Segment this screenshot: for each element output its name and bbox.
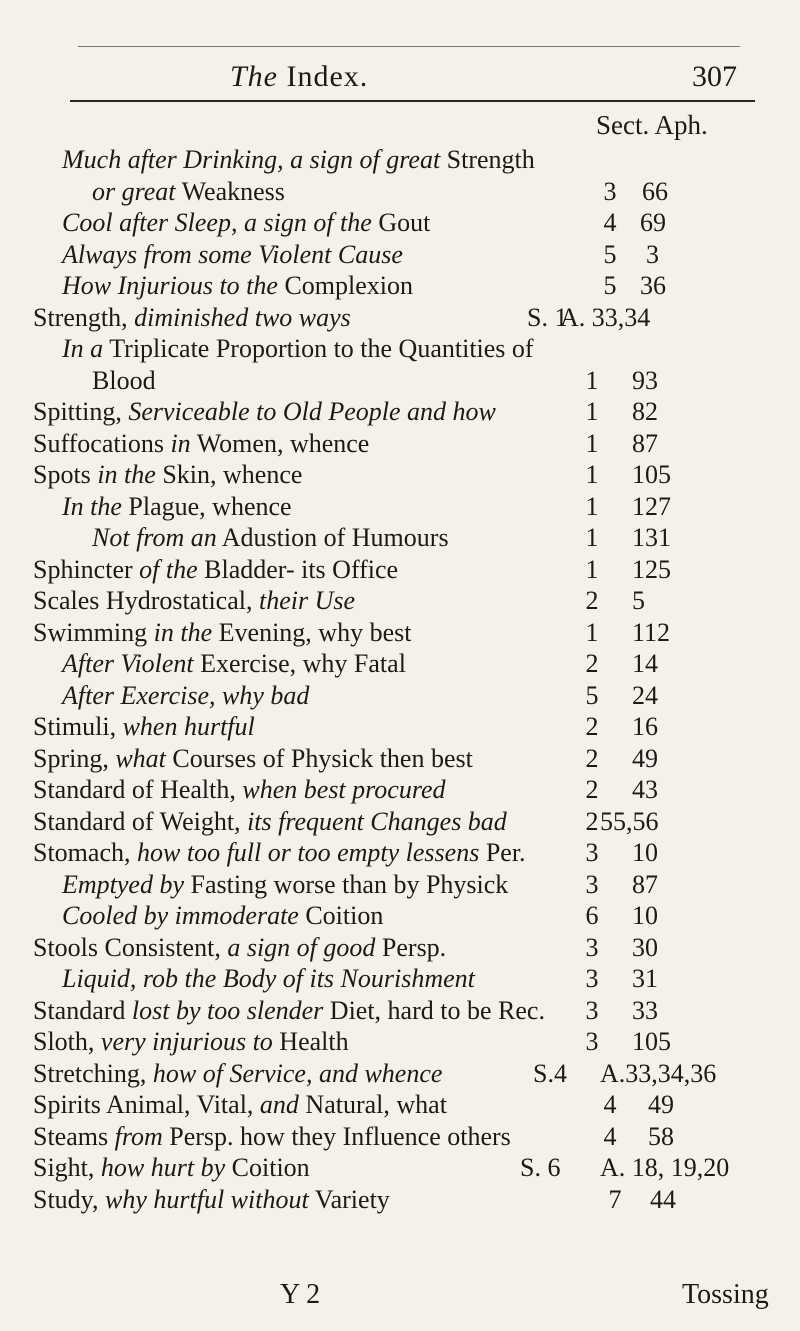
- entry-roman: Skin, whence: [155, 460, 303, 489]
- entry-italic: or great: [92, 176, 176, 206]
- page-footer: [0, 1279, 800, 1319]
- aphorism-number: 16: [632, 712, 658, 741]
- aphorism-number: 3: [646, 239, 659, 269]
- index-entry: [0, 585, 800, 617]
- entry-text: [33, 459, 302, 491]
- entry-head: Stimuli,: [33, 712, 123, 741]
- aphorism-number: 49: [648, 1090, 674, 1119]
- entry-text: [33, 1121, 511, 1153]
- section-number: 2: [585, 649, 599, 678]
- section-number: S. 6: [520, 1153, 561, 1182]
- entry-head: Sight,: [33, 1153, 101, 1182]
- entry-roman: Persp.: [375, 932, 447, 962]
- top-rule: [78, 46, 740, 47]
- section-number: 3: [585, 838, 599, 867]
- entry-head: Spring,: [33, 743, 116, 773]
- index-entry: [0, 1026, 800, 1058]
- entry-roman: Fasting worse than by Physick: [184, 869, 509, 899]
- entry-text: [33, 1184, 390, 1216]
- index-entry: [0, 806, 800, 838]
- entry-italic: of the: [139, 554, 198, 584]
- aphorism-number: 66: [642, 176, 668, 206]
- entry-text: [62, 869, 508, 901]
- running-title: [230, 60, 368, 94]
- index-entry: [0, 963, 800, 995]
- entry-text: [33, 837, 526, 869]
- index-entry: [0, 1152, 800, 1184]
- aphorism-number: 30: [632, 932, 658, 962]
- entry-head: Suffocations: [33, 428, 171, 458]
- entry-head: Stools Consistent,: [33, 932, 228, 962]
- entry-italic: when hurtful: [122, 712, 255, 741]
- entry-head: Scales Hydrostatical,: [33, 586, 259, 615]
- entry-italic: when best procured: [242, 775, 446, 804]
- entry-italic: Emptyed by: [62, 869, 185, 899]
- aphorism-number: 5: [632, 586, 645, 615]
- entry-roman: Women, whence: [190, 428, 370, 458]
- aphorism-number: 24: [632, 680, 658, 710]
- aphorism-number: A. 18, 19,20: [600, 1153, 730, 1182]
- entry-text: [62, 491, 292, 523]
- aphorism-number: 87: [632, 869, 658, 899]
- section-number: 2: [585, 586, 599, 615]
- entry-head: Sloth,: [33, 1027, 101, 1056]
- index-entry: [0, 1058, 800, 1090]
- aphorism-number: 87: [632, 428, 658, 458]
- aphorism-number: 69: [640, 208, 666, 237]
- aphorism-number: 82: [632, 397, 658, 426]
- section-number: 3: [585, 995, 599, 1025]
- section-number: 5: [603, 239, 617, 269]
- aphorism-number: 105: [632, 1027, 671, 1056]
- entry-text: [62, 333, 534, 365]
- section-number: 7: [608, 1184, 622, 1214]
- index-entry: [0, 743, 800, 775]
- section-number: 1: [585, 554, 599, 584]
- section-number: 1: [585, 460, 599, 489]
- entry-italic: how too full or too empty lessens: [137, 838, 480, 867]
- index-entry: [0, 554, 800, 586]
- entry-head: Strength,: [33, 302, 135, 332]
- entry-text: [33, 806, 507, 838]
- page-number: 307: [692, 60, 737, 93]
- section-number: 1: [585, 523, 599, 552]
- entry-text: [62, 144, 535, 176]
- entry-text: [33, 1152, 310, 1184]
- running-head: [70, 56, 755, 102]
- entry-text: [33, 1089, 447, 1121]
- section-number: 5: [603, 271, 617, 300]
- entry-head: Stomach,: [33, 838, 137, 867]
- entry-head: Stretching,: [33, 1058, 153, 1088]
- entry-text: [33, 617, 411, 649]
- section-number: 3: [585, 964, 599, 993]
- entry-italic: in: [170, 428, 191, 458]
- index-entry: [0, 522, 800, 554]
- index-entry: [0, 1184, 800, 1216]
- entry-text: [62, 270, 413, 302]
- entry-italic: its frequent Changes bad: [247, 806, 507, 836]
- aphorism-number: 93: [632, 365, 658, 395]
- aphorism-number: 55,56: [600, 806, 659, 836]
- entry-text: [33, 396, 496, 428]
- entry-italic: Liquid, rob the Body of its Nourishment: [62, 964, 475, 993]
- aphorism-number: 43: [632, 775, 658, 804]
- entry-text: [62, 900, 383, 932]
- section-number: 5: [585, 680, 599, 710]
- entry-roman: Persp. how they Influence others: [162, 1121, 511, 1151]
- entry-roman: Natural, what: [298, 1090, 447, 1119]
- section-number: 4: [603, 1121, 617, 1151]
- entry-italic: how of Service, and whence: [152, 1058, 443, 1088]
- entry-italic: Cooled by immoderate: [62, 901, 299, 930]
- index-entry: [0, 617, 800, 649]
- section-number: 2: [585, 775, 599, 804]
- entry-text: [62, 963, 475, 995]
- index-entry: [0, 302, 800, 334]
- entry-text: [33, 774, 446, 806]
- entry-italic: why hurtful without: [105, 1184, 309, 1214]
- aphorism-number: 49: [632, 743, 658, 773]
- index-entries: [0, 144, 800, 1215]
- index-entry: [0, 932, 800, 964]
- aphorism-number: 33: [632, 995, 658, 1025]
- section-number: 1: [585, 491, 599, 521]
- section-number: S. 1: [527, 302, 568, 332]
- entry-head: Spitting,: [33, 397, 129, 426]
- entry-roman: Coition: [225, 1153, 310, 1182]
- entry-text: [62, 680, 309, 712]
- section-number: 1: [585, 617, 599, 647]
- index-entry: [0, 207, 800, 239]
- entry-head: Sphincter: [33, 554, 140, 584]
- index-entry: [0, 491, 800, 523]
- entry-italic: and: [259, 1090, 299, 1119]
- index-entry: [0, 333, 800, 365]
- entry-italic: what: [115, 743, 166, 773]
- entry-italic: diminished two ways: [134, 302, 351, 332]
- entry-roman: Courses of Physick then best: [165, 743, 473, 773]
- index-entry: [0, 869, 800, 901]
- index-entry: [0, 648, 800, 680]
- entry-text: [33, 743, 473, 775]
- aphorism-number: 105: [632, 460, 671, 489]
- entry-roman: Triplicate Proportion to the Quantities of: [103, 334, 534, 363]
- entry-text: [62, 207, 430, 239]
- entry-italic: Not from an: [92, 523, 217, 552]
- section-number: 1: [585, 365, 599, 395]
- section-number: 2: [585, 743, 599, 773]
- entry-roman: Plague, whence: [121, 491, 292, 521]
- entry-roman: Complexion: [277, 271, 414, 300]
- index-entry: [0, 176, 800, 208]
- entry-text: [33, 932, 446, 964]
- entry-roman: Diet, hard to be Rec.: [323, 995, 545, 1025]
- entry-roman: Per.: [479, 838, 526, 867]
- index-entry: [0, 1121, 800, 1153]
- index-entry: [0, 396, 800, 428]
- entry-head: Spots: [33, 460, 98, 489]
- section-number: S.4: [533, 1058, 567, 1088]
- entry-italic: Much after Drinking, a sign of great: [62, 145, 441, 174]
- section-number: 3: [585, 869, 599, 899]
- entry-roman: Adustion of Humours: [216, 523, 449, 552]
- entry-text: [33, 585, 355, 617]
- entry-head: Steams: [33, 1121, 115, 1151]
- entry-roman: Gout: [371, 208, 431, 237]
- index-entry: [0, 459, 800, 491]
- entry-text: [33, 995, 545, 1027]
- entry-text: [33, 554, 398, 586]
- entry-roman: Evening, why best: [212, 617, 412, 647]
- aphorism-number: 125: [632, 554, 671, 584]
- index-entry: [0, 837, 800, 869]
- entry-italic: Cool after Sleep, a sign of the: [62, 208, 372, 237]
- entry-italic: a sign of good: [227, 932, 376, 962]
- entry-roman: Coition: [298, 901, 384, 930]
- index-entry: [0, 144, 800, 176]
- entry-text: [33, 711, 255, 743]
- section-number: 4: [603, 208, 617, 237]
- entry-italic: very injurious to: [100, 1027, 273, 1056]
- entry-text: [33, 302, 351, 334]
- entry-roman: Exercise, why Fatal: [193, 649, 406, 678]
- aphorism-number: 10: [632, 838, 658, 867]
- section-number: 4: [603, 1090, 617, 1119]
- entry-head: Standard of Health,: [33, 775, 243, 804]
- index-entry: [0, 428, 800, 460]
- aphorism-number: 112: [632, 617, 671, 647]
- entry-italic: lost by too slender: [131, 995, 324, 1025]
- section-number: 3: [585, 932, 599, 962]
- entry-text: [33, 428, 369, 460]
- section-number: 1: [585, 397, 599, 426]
- entry-italic: How Injurious to the: [62, 271, 278, 300]
- section-number: 3: [585, 1027, 599, 1056]
- entry-italic: After Violent: [62, 649, 194, 678]
- catchword: Tossing: [682, 1279, 769, 1310]
- entry-italic: how hurt by: [100, 1153, 226, 1182]
- signature-mark: Y 2: [280, 1279, 321, 1310]
- aphorism-number: 131: [632, 523, 671, 552]
- entry-text: [62, 239, 403, 271]
- section-number: 3: [603, 176, 617, 206]
- index-entry: [0, 270, 800, 302]
- index-entry: [0, 900, 800, 932]
- entry-italic: After Exercise, why bad: [62, 680, 310, 710]
- entry-text: [92, 365, 156, 397]
- entry-text: [33, 1026, 349, 1058]
- entry-italic: in the: [97, 460, 156, 489]
- entry-roman: Bladder- its Office: [197, 554, 399, 584]
- entry-head: Study,: [33, 1184, 105, 1214]
- index-entry: [0, 774, 800, 806]
- entry-text: [33, 1058, 442, 1090]
- entry-head: Swimming: [33, 617, 154, 647]
- aphorism-number: 58: [648, 1121, 674, 1151]
- aphorism-number: 36: [640, 271, 666, 300]
- section-number: 6: [585, 901, 599, 930]
- entry-roman: Strength: [440, 145, 535, 174]
- title-word: Index.: [286, 60, 369, 93]
- entry-italic: In a: [62, 334, 104, 363]
- index-entry: [0, 995, 800, 1027]
- aphorism-number: A. 33,34: [560, 302, 651, 332]
- index-entry: [0, 1089, 800, 1121]
- entry-italic: in the: [153, 617, 213, 647]
- aphorism-number: 44: [650, 1184, 676, 1214]
- aphorism-number: 127: [632, 491, 671, 521]
- aphorism-number: 31: [632, 964, 658, 993]
- index-entry: [0, 680, 800, 712]
- aphorism-number: 10: [632, 901, 658, 930]
- aphorism-number: A.33,34,36: [600, 1058, 717, 1088]
- entry-head: Standard: [33, 995, 132, 1025]
- index-entry: [0, 365, 800, 397]
- aphorism-number: 14: [632, 649, 658, 678]
- entry-italic: Always from some Violent Cause: [62, 239, 403, 269]
- entry-italic: Serviceable to Old People and how: [128, 397, 496, 426]
- index-entry: [0, 711, 800, 743]
- entry-head: Spirits Animal, Vital,: [33, 1090, 260, 1119]
- entry-head: Blood: [92, 365, 156, 395]
- entry-italic: from: [114, 1121, 163, 1151]
- entry-text: [92, 522, 449, 554]
- entry-roman: Variety: [308, 1184, 390, 1214]
- title-prefix: The: [230, 60, 278, 93]
- entry-roman: Health: [272, 1027, 349, 1056]
- section-number: 2: [585, 806, 599, 836]
- entry-italic: their Use: [259, 586, 356, 615]
- entry-text: [62, 648, 406, 680]
- section-number: 2: [585, 712, 599, 741]
- index-entry: [0, 239, 800, 271]
- entry-head: Standard of Weight,: [33, 806, 248, 836]
- column-header: Sect. Aph.: [596, 110, 708, 140]
- section-number: 1: [585, 428, 599, 458]
- entry-text: [92, 176, 285, 208]
- entry-italic: In the: [62, 491, 122, 521]
- entry-roman: Weakness: [175, 176, 285, 206]
